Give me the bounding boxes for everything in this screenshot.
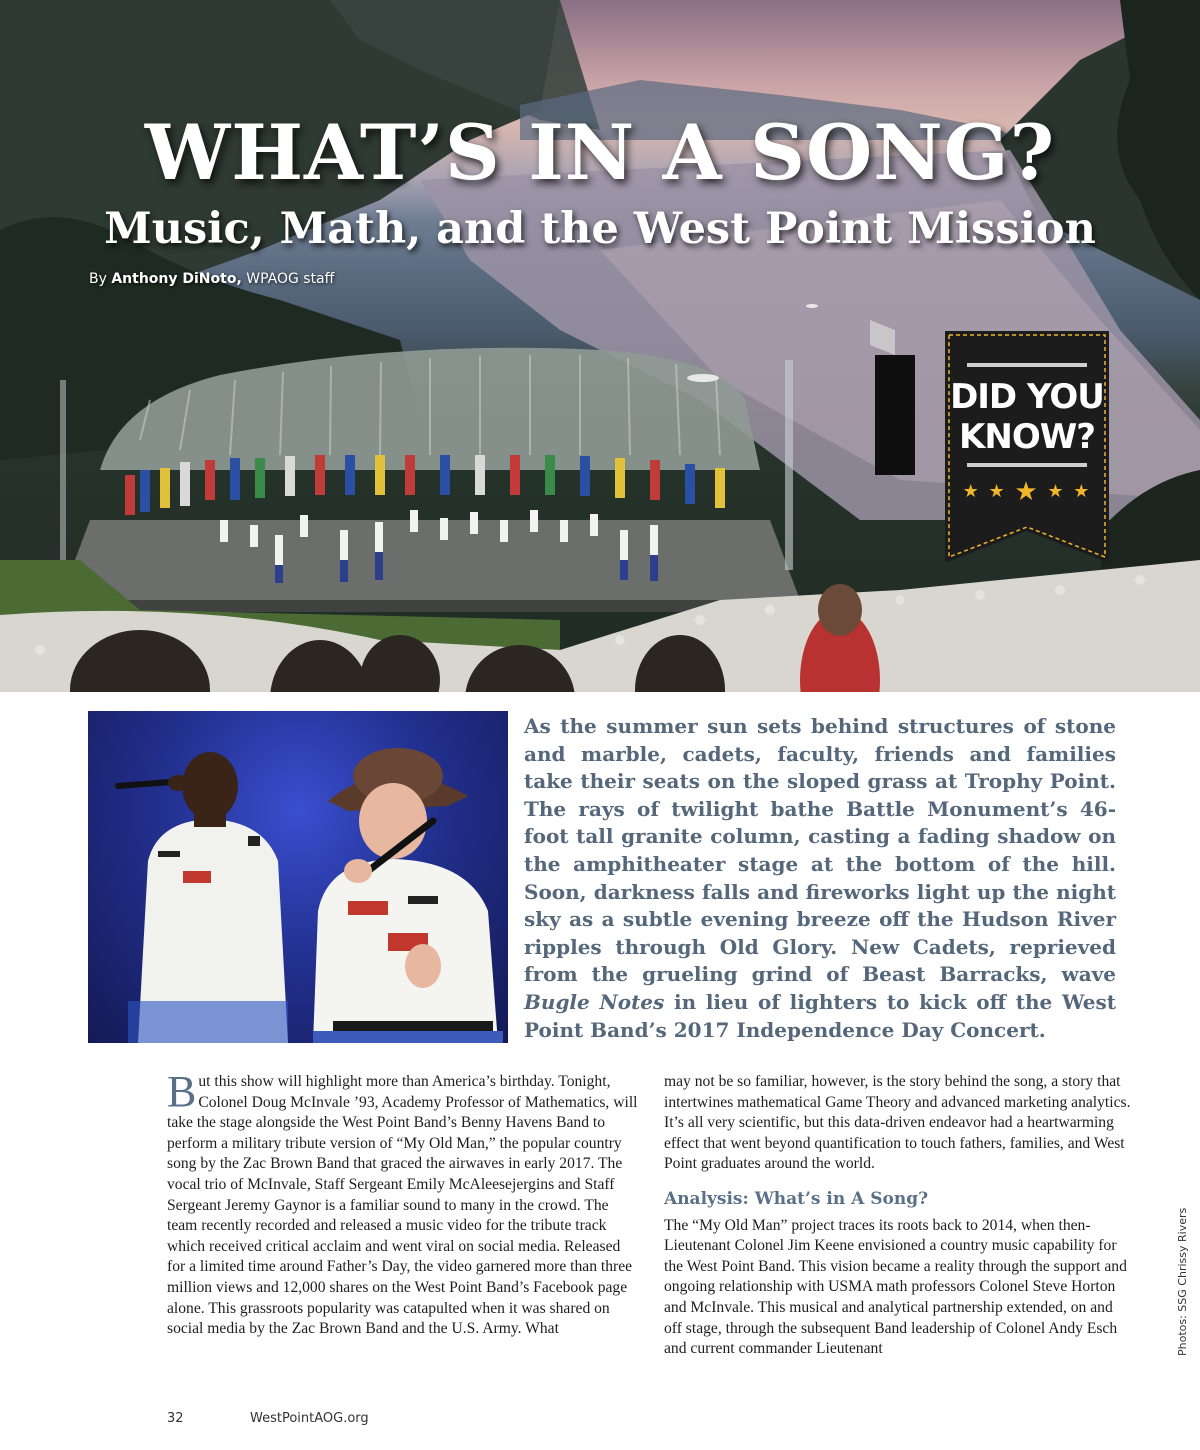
body-column-2 (664, 1072, 1132, 1360)
hero-photo (0, 0, 1200, 692)
article-subtitle: Music, Math, and the West Point Mission (104, 204, 1096, 254)
singers-photo (88, 711, 508, 1043)
section-heading: Analysis: What’s in A Song? (664, 1188, 929, 1209)
did-you-know-line2: KNOW? (959, 417, 1095, 457)
body-column-1 (167, 1067, 639, 1340)
did-you-know-badge (945, 331, 1109, 563)
page-number: 32 (167, 1411, 184, 1426)
did-you-know-label (945, 377, 1109, 457)
lede-text-before: As the summer sun sets behind structures of stone and marble, cadets, faculty, friends and families take their seats on the sloped grass at Trophy Point. The rays of twilight bathe Battle Monument’s 46-foot tall granite column, casting a fading shadow on the amphitheater stage at the bottom of the hill. Soon, darkness falls and fireworks light up the night sky as a subtle evening breeze off the Hudson River ripples through Old Glory. New Cadets, reprieved from the grueling grind of Beast Barracks, wave (524, 714, 1116, 987)
star-rating-icon (945, 477, 1109, 507)
byline-prefix: By (89, 271, 112, 287)
article-title: WHAT’S IN A SONG? (144, 108, 1056, 197)
singers-illustration (88, 711, 508, 1043)
stars-left-icon: ★ ★ (962, 481, 1007, 502)
lede-italic-title: Bugle Notes (524, 989, 665, 1014)
site-url: WestPointAOG.org (250, 1411, 369, 1426)
star-center-icon: ★ (1014, 477, 1040, 507)
byline-suffix: WPAOG staff (241, 271, 335, 287)
did-you-know-line1: DID YOU (950, 377, 1104, 417)
stars-right-icon: ★ ★ (1047, 481, 1092, 502)
column-2-text: may not be so familiar, however, is the story behind the song, a story that intertwines mathematical Game Theory and advanced marketing analytics. It’s all very scientific, but this data-driven endeavor had a heartwarming effect that went beyond quantification to touch fathers, families, and West Point graduates around the world. (664, 1073, 1131, 1173)
byline-author: Anthony DiNoto, (111, 271, 242, 287)
lede-text-after: in lieu of lighters to kick off the West Point Band’s 2017 Independence Day Concert. (524, 989, 1116, 1042)
column-2-text-after-heading: The “My Old Man” project traces its roots back to 2014, when then-Lieutenant Colonel Jim Keene envisioned a country music capability for the West Point Band. This vision became a reality through the support and ongoing relationship with USMA math professors Colonel Steve Horton and McInvale. This musical and analytical partnership extended, on and off stage, through the subsequent Band leadership of Colonel Andy Esch and current commander Lieutenant (664, 1216, 1127, 1358)
drop-cap: B (167, 1067, 197, 1116)
byline (89, 271, 334, 287)
photo-credit: Photos: SSG Chrissy Rivers (1176, 1207, 1189, 1356)
lede-paragraph (524, 713, 1116, 1044)
column-1-text: ut this show will highlight more than America’s birthday. Tonight, Colonel Doug McInvale ’93, Academy Professor of Mathematics, will take the stage alongside the West Point Band’s Benny Havens Band to perform a military tribute version of “My Old Man,” the popular country song by the Zac Brown Band that graced the airwaves in early 2017. The vocal trio of McInvale, Staff Sergeant Emily McAleesejergins and Staff Sergeant Jeremy Gaynor is a familiar sound to many in the crowd. The team recently recorded and released a music video for the tribute track which received critical acclaim and went viral on social media. Released for a limited time around Father’s Day, the video garnered more than three million views and 12,000 shares on the West Point Band’s Facebook page alone. This grassroots popularity was catapulted when it was shared on social media by the Zac Brown Band and the U.S. Army. What (167, 1073, 638, 1338)
